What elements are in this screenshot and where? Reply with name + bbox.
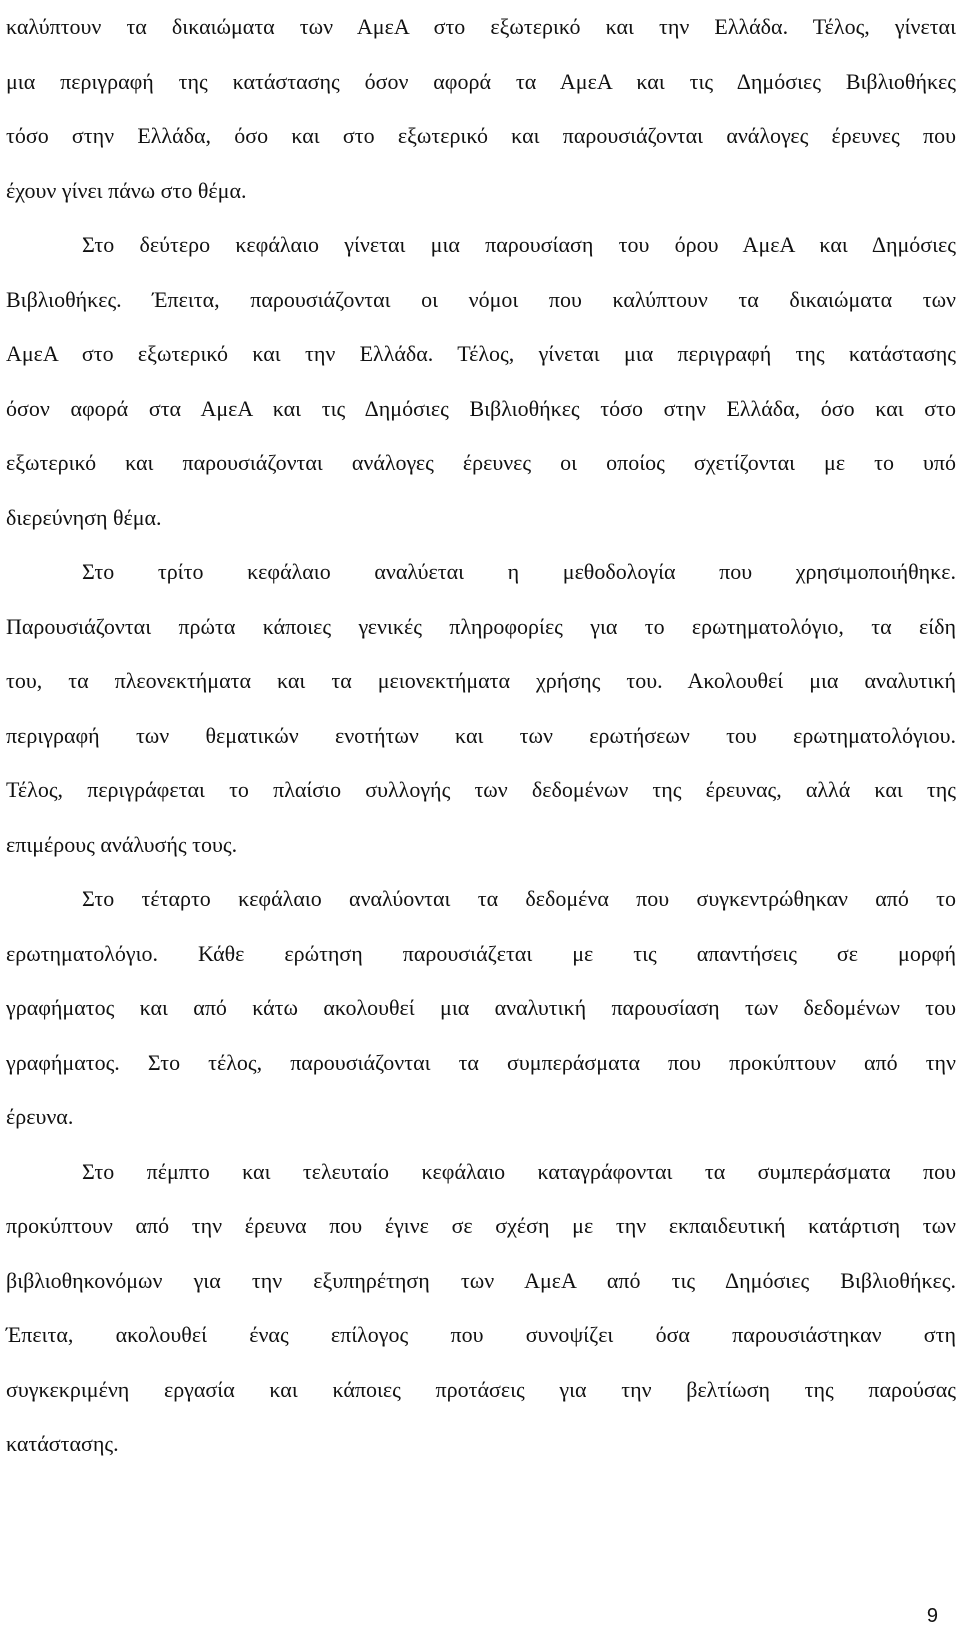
paragraph-end-line: κατάστασης. <box>6 1431 119 1456</box>
text-line: ερωτηματολόγιο. Κάθε ερώτηση παρουσιάζεται με τις απαντήσεις σε μορφή <box>6 940 956 966</box>
text-line: βιβλιοθηκονόμων για την εξυπηρέτηση των ΑμεΑ από τις Δημόσιες Βιβλιοθήκες. <box>6 1267 956 1293</box>
paragraph-first-line: Στο δεύτερο κεφάλαιο γίνεται μια παρουσίαση του όρου ΑμεΑ και Δημόσιες <box>82 232 956 257</box>
paragraph-end-line: έχουν γίνει πάνω στο θέμα. <box>6 177 247 203</box>
text-line: εξωτερικό και παρουσιάζονται ανάλογες έρευνες οι οποίος σχετίζονται με το υπό <box>6 450 956 475</box>
text-line: προκύπτουν από την έρευνα που έγινε σε σχέση με την εκπαιδευτική κατάρτιση των <box>6 1213 956 1238</box>
text-line: τόσο στην Ελλάδα, όσο και στο εξωτερικό και παρουσιάζονται ανάλογες έρευνες που <box>6 123 956 148</box>
text-line: όσον αφορά στα ΑμεΑ και τις Δημόσιες Βιβλιοθήκες τόσο στην Ελλάδα, όσο και στο <box>6 395 956 421</box>
paragraph-end-line: επιμέρους ανάλυσής τους. <box>6 831 238 857</box>
text-line: συγκεκριμένη εργασία και κάποιες προτάσεις για την βελτίωση της παρούσας <box>6 1376 956 1402</box>
text-line: Βιβλιοθήκες. Έπειτα, παρουσιάζονται οι νόμοι που καλύπτουν τα δικαιώματα των <box>6 286 956 312</box>
body-text <box>6 0 956 1472</box>
text-line: γραφήματος. Στο τέλος, παρουσιάζονται τα συμπεράσματα που προκύπτουν από την <box>6 1049 956 1075</box>
text-line: Τέλος, περιγράφεται το πλαίσιο συλλογής των δεδομένων της έρευνας, αλλά και της <box>6 777 956 802</box>
text-line: Έπειτα, ακολουθεί ένας επίλογος που συνοψίζει όσα παρουσιάστηκαν στη <box>6 1322 956 1347</box>
text-line: του, τα πλεονεκτήματα και τα μειονεκτήματα χρήσης του. Ακολουθεί μια αναλυτική <box>6 668 956 693</box>
text-line: περιγραφή των θεματικών ενοτήτων και των ερωτήσεων του ερωτηματολόγιου. <box>6 722 956 748</box>
paragraph-first-line: Στο τρίτο κεφάλαιο αναλύεται η μεθοδολογία που χρησιμοποιήθηκε. <box>82 559 956 584</box>
text-line: καλύπτουν τα δικαιώματα των ΑμεΑ στο εξωτερικό και την Ελλάδα. Τέλος, γίνεται <box>6 14 956 39</box>
text-line: Παρουσιάζονται πρώτα κάποιες γενικές πληροφορίες για το ερωτηματολόγιο, τα είδη <box>6 613 956 639</box>
paragraph-first-line: Στο πέμπτο και τελευταίο κεφάλαιο καταγράφονται τα συμπεράσματα που <box>82 1158 956 1184</box>
text-line: μια περιγραφή της κατάστασης όσον αφορά τα ΑμεΑ και τις Δημόσιες Βιβλιοθήκες <box>6 68 956 94</box>
text-line: γραφήματος και από κάτω ακολουθεί μια αναλυτική παρουσίαση των δεδομένων του <box>6 995 956 1020</box>
text-line: ΑμεΑ στο εξωτερικό και την Ελλάδα. Τέλος, γίνεται μια περιγραφή της κατάστασης <box>6 341 956 366</box>
paragraph-end-line: έρευνα. <box>6 1104 74 1129</box>
paragraph-end-line: διερεύνηση θέμα. <box>6 504 162 530</box>
paragraph-first-line: Στο τέταρτο κεφάλαιο αναλύονται τα δεδομένα που συγκεντρώθηκαν από το <box>82 886 956 911</box>
page-number: 9 <box>926 1605 938 1627</box>
